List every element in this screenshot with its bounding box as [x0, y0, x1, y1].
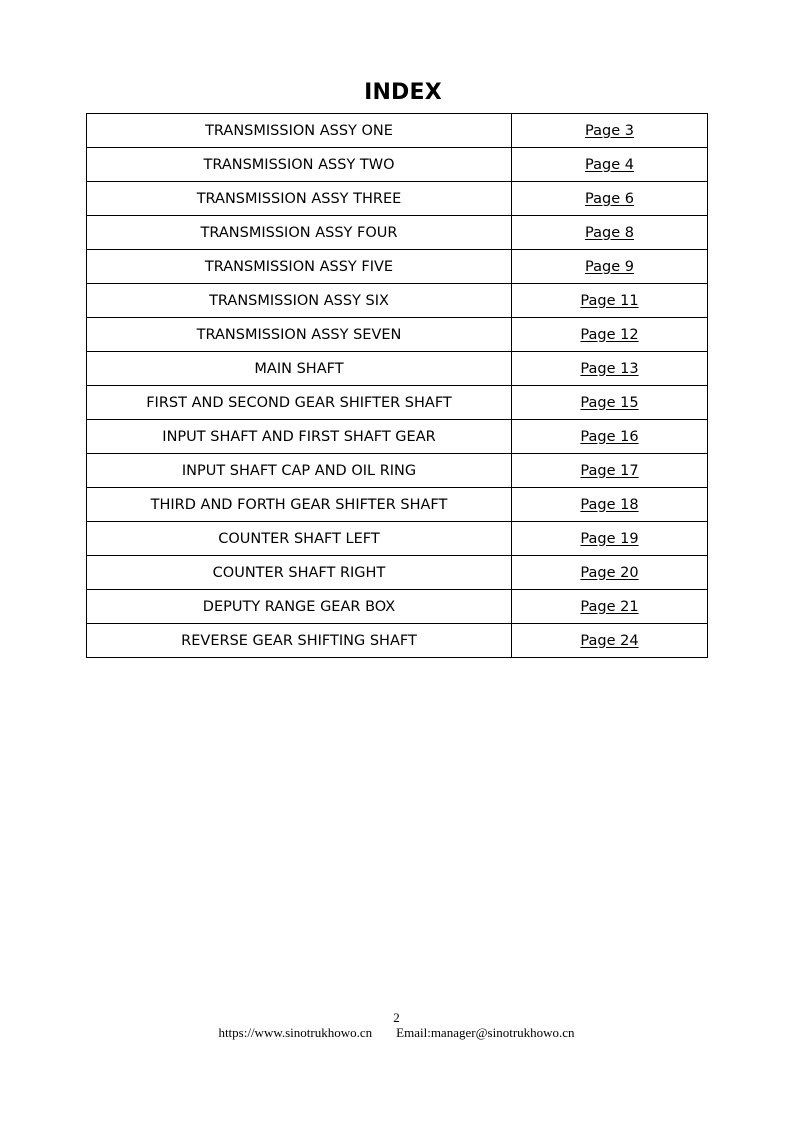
entry-page-link[interactable]: Page 8: [585, 224, 634, 241]
index-table-body: [87, 114, 708, 658]
entry-page-link[interactable]: Page 24: [580, 632, 639, 649]
table-row: [87, 250, 708, 284]
entry-title: TRANSMISSION ASSY TWO: [87, 148, 512, 182]
entry-title: TRANSMISSION ASSY FOUR: [87, 216, 512, 250]
entry-page-cell: [512, 114, 708, 148]
table-row: [87, 590, 708, 624]
entry-page-cell: [512, 182, 708, 216]
entry-title: FIRST AND SECOND GEAR SHIFTER SHAFT: [87, 386, 512, 420]
footer-website[interactable]: https://www.sinotrukhowo.cn: [218, 1025, 373, 1040]
footer-page-number: 2: [393, 1010, 400, 1025]
index-table: [86, 113, 708, 658]
entry-page-cell: [512, 216, 708, 250]
page-title: INDEX: [364, 80, 442, 105]
table-row: [87, 454, 708, 488]
table-row: [87, 556, 708, 590]
entry-title: TRANSMISSION ASSY SIX: [87, 284, 512, 318]
entry-title: THIRD AND FORTH GEAR SHIFTER SHAFT: [87, 488, 512, 522]
entry-title: TRANSMISSION ASSY FIVE: [87, 250, 512, 284]
entry-page-cell: [512, 454, 708, 488]
entry-page-cell: [512, 590, 708, 624]
entry-page-link[interactable]: Page 3: [585, 122, 634, 139]
entry-page-cell: [512, 148, 708, 182]
entry-page-cell: [512, 420, 708, 454]
entry-title: TRANSMISSION ASSY SEVEN: [87, 318, 512, 352]
entry-page-cell: [512, 624, 708, 658]
footer-email[interactable]: Email:manager@sinotrukhowo.cn: [396, 1025, 575, 1040]
entry-page-cell: [512, 522, 708, 556]
table-row: [87, 284, 708, 318]
entry-page-link[interactable]: Page 18: [580, 496, 639, 513]
entry-title: REVERSE GEAR SHIFTING SHAFT: [87, 624, 512, 658]
footer-contact: [0, 1025, 793, 1041]
table-row: [87, 318, 708, 352]
entry-page-link[interactable]: Page 21: [580, 598, 639, 615]
entry-page-link[interactable]: Page 13: [580, 360, 639, 377]
entry-page-cell: [512, 284, 708, 318]
entry-page-cell: [512, 556, 708, 590]
entry-title: TRANSMISSION ASSY ONE: [87, 114, 512, 148]
entry-page-link[interactable]: Page 16: [580, 428, 639, 445]
entry-page-link[interactable]: Page 11: [580, 292, 639, 309]
entry-page-link[interactable]: Page 12: [580, 326, 639, 343]
table-row: [87, 216, 708, 250]
table-row: [87, 624, 708, 658]
entry-page-link[interactable]: Page 15: [580, 394, 639, 411]
entry-page-link[interactable]: Page 6: [585, 190, 634, 207]
entry-page-link[interactable]: Page 17: [580, 462, 639, 479]
entry-page-cell: [512, 386, 708, 420]
entry-title: INPUT SHAFT AND FIRST SHAFT GEAR: [87, 420, 512, 454]
table-row: [87, 182, 708, 216]
entry-title: DEPUTY RANGE GEAR BOX: [87, 590, 512, 624]
entry-title: COUNTER SHAFT LEFT: [87, 522, 512, 556]
entry-page-cell: [512, 250, 708, 284]
entry-page-link[interactable]: Page 9: [585, 258, 634, 275]
entry-title: INPUT SHAFT CAP AND OIL RING: [87, 454, 512, 488]
entry-title: COUNTER SHAFT RIGHT: [87, 556, 512, 590]
table-row: [87, 114, 708, 148]
entry-page-cell: [512, 488, 708, 522]
entry-page-cell: [512, 352, 708, 386]
entry-page-link[interactable]: Page 4: [585, 156, 634, 173]
entry-page-link[interactable]: Page 19: [580, 530, 639, 547]
entry-page-link[interactable]: Page 20: [580, 564, 639, 581]
table-row: [87, 148, 708, 182]
entry-title: MAIN SHAFT: [87, 352, 512, 386]
entry-title: TRANSMISSION ASSY THREE: [87, 182, 512, 216]
table-row: [87, 386, 708, 420]
table-row: [87, 488, 708, 522]
table-row: [87, 352, 708, 386]
table-row: [87, 420, 708, 454]
entry-page-cell: [512, 318, 708, 352]
table-row: [87, 522, 708, 556]
